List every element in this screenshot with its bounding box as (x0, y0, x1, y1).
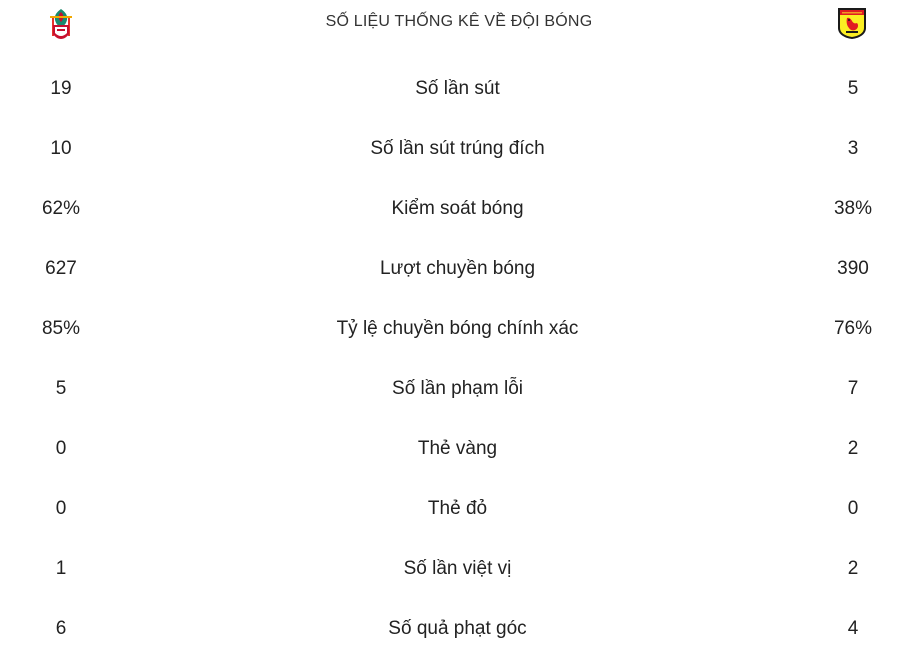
stat-label: Số lần sút (415, 78, 500, 99)
stat-label: Thẻ đỏ (427, 498, 488, 519)
home-stat-value: 6 (55, 618, 67, 639)
home-stat-value: 1 (55, 558, 67, 579)
home-stat-value: 85% (41, 318, 81, 339)
home-stat-value: 19 (50, 78, 72, 99)
stat-row (0, 420, 918, 480)
stat-label: Lượt chuyền bóng (379, 258, 536, 279)
stat-row (0, 60, 918, 120)
stat-row (0, 360, 918, 420)
away-stat-value: 2 (847, 438, 859, 459)
away-stat-value: 7 (847, 378, 859, 399)
away-stat-value: 0 (847, 498, 859, 519)
away-stat-value: 38% (833, 198, 873, 219)
stat-row (0, 300, 918, 360)
watford-crest-icon (836, 6, 868, 40)
home-stat-value: 5 (55, 378, 67, 399)
stat-label: Số lần sút trúng đích (370, 138, 545, 159)
stat-row (0, 240, 918, 300)
home-stat-value: 10 (50, 138, 72, 159)
away-stat-value: 5 (847, 78, 859, 99)
away-stat-value: 4 (847, 618, 859, 639)
stat-label: Kiểm soát bóng (391, 198, 524, 219)
home-stat-value: 627 (45, 258, 77, 279)
stats-table (0, 60, 918, 660)
stat-row (0, 120, 918, 180)
home-stat-value: 0 (55, 498, 67, 519)
stat-label: Số quả phạt góc (388, 618, 527, 639)
stats-header (0, 0, 918, 46)
away-stat-value: 390 (837, 258, 869, 279)
stat-label: Tỷ lệ chuyền bóng chính xác (336, 318, 579, 339)
stat-row (0, 180, 918, 240)
stat-row (0, 540, 918, 600)
away-stat-value: 3 (847, 138, 859, 159)
home-stat-value: 0 (55, 438, 67, 459)
stat-label: Số lần phạm lỗi (392, 378, 523, 399)
home-stat-value: 62% (41, 198, 81, 219)
stat-label: Số lần việt vị (403, 558, 512, 579)
page-title: SỐ LIỆU THỐNG KÊ VỀ ĐỘI BÓNG (325, 13, 593, 30)
stat-row (0, 600, 918, 660)
stat-label: Thẻ vàng (417, 438, 498, 459)
away-stat-value: 76% (833, 318, 873, 339)
stat-row (0, 480, 918, 540)
away-stat-value: 2 (847, 558, 859, 579)
